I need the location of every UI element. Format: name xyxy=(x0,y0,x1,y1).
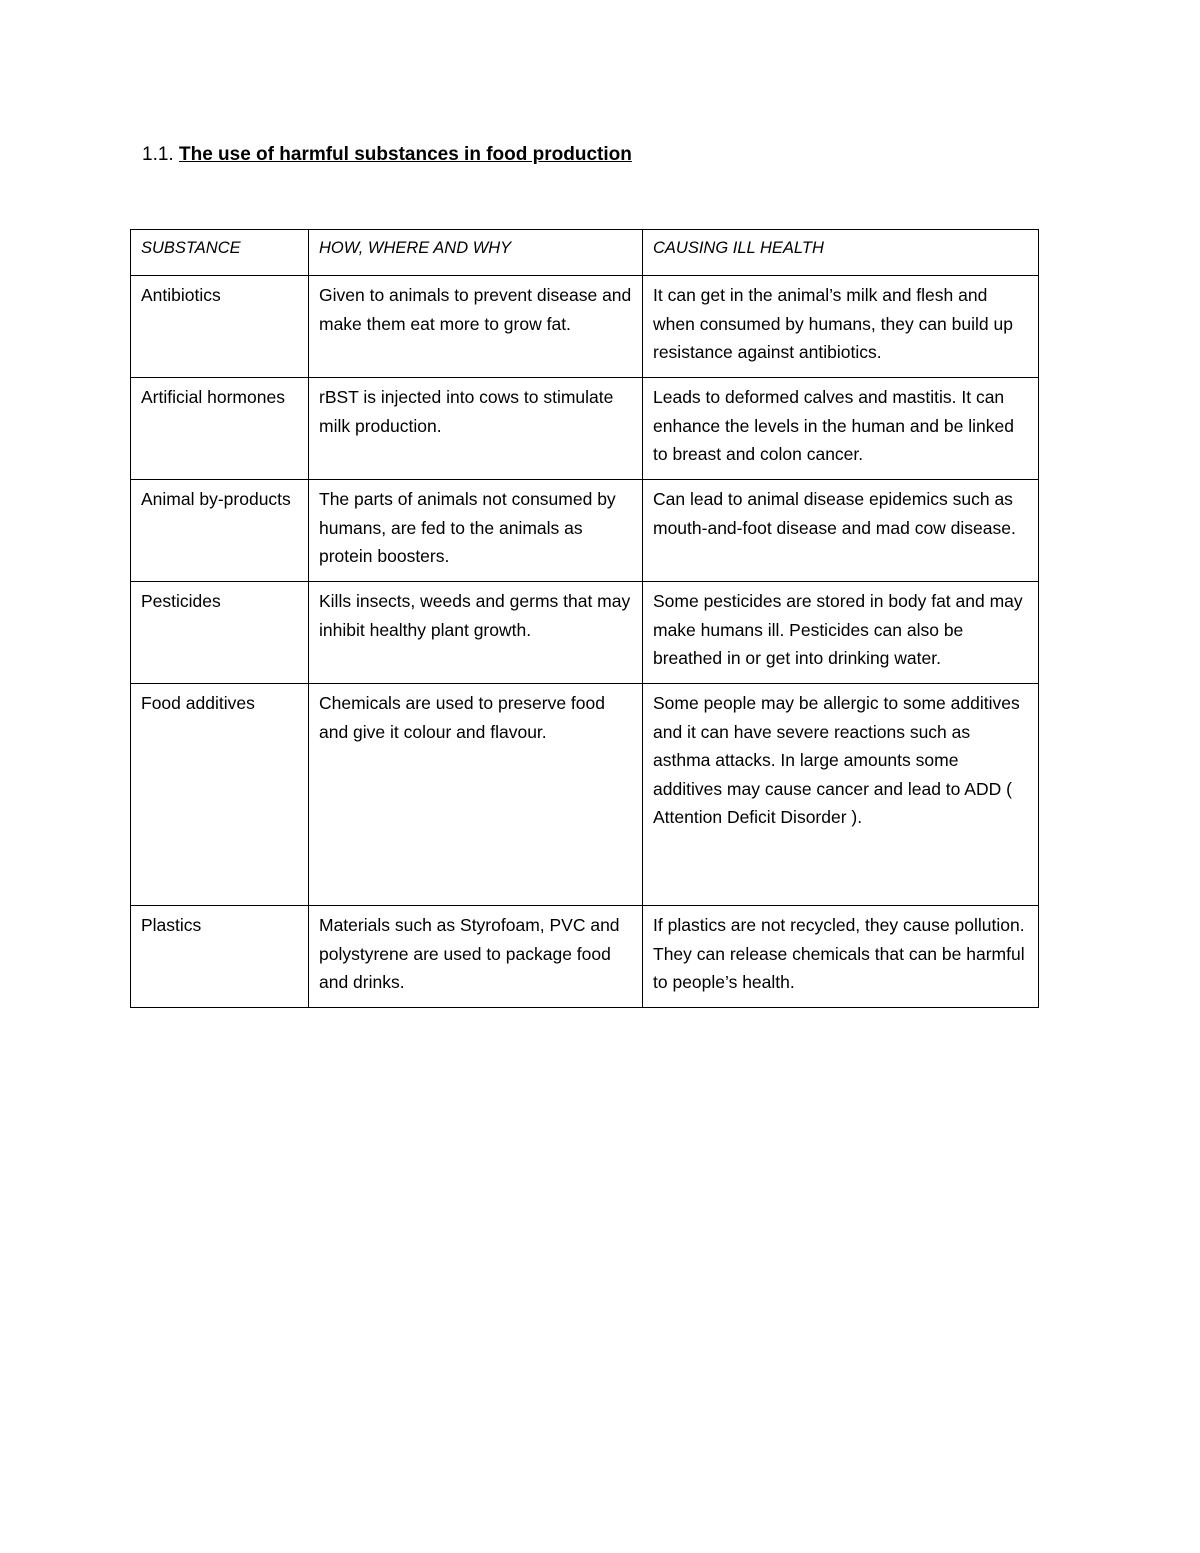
cell-how: Kills insects, weeds and germs that may inhibit healthy plant growth. xyxy=(309,582,643,684)
table-header-row xyxy=(131,230,1039,276)
table-row xyxy=(131,906,1039,1008)
cell-health: Some pesticides are stored in body fat and may make humans ill. Pesticides can also be breathed in or get into drinking water. xyxy=(643,582,1039,684)
cell-health: Leads to deformed calves and mastitis. It can enhance the levels in the human and be linked to breast and colon cancer. xyxy=(643,378,1039,480)
cell-substance: Artificial hormones xyxy=(131,378,309,480)
table-row xyxy=(131,684,1039,906)
cell-substance: Plastics xyxy=(131,906,309,1008)
cell-health: If plastics are not recycled, they cause pollution. They can release chemicals that can be harmful to people’s health. xyxy=(643,906,1039,1008)
cell-substance: Antibiotics xyxy=(131,276,309,378)
cell-substance: Animal by-products xyxy=(131,480,309,582)
page-heading xyxy=(142,142,632,168)
cell-how: rBST is injected into cows to stimulate milk production. xyxy=(309,378,643,480)
cell-substance: Food additives xyxy=(131,684,309,906)
cell-how: Chemicals are used to preserve food and give it colour and flavour. xyxy=(309,684,643,906)
cell-health: It can get in the animal’s milk and flesh and when consumed by humans, they can build up resistance against antibiotics. xyxy=(643,276,1039,378)
table-row xyxy=(131,582,1039,684)
cell-how: Given to animals to prevent disease and make them eat more to grow fat. xyxy=(309,276,643,378)
table-row xyxy=(131,276,1039,378)
cell-substance: Pesticides xyxy=(131,582,309,684)
heading-title: The use of harmful substances in food production xyxy=(178,144,632,165)
cell-how: The parts of animals not consumed by humans, are fed to the animals as protein boosters. xyxy=(309,480,643,582)
cell-health: Some people may be allergic to some additives and it can have severe reactions such as asthma attacks. In large amounts some additives may cause cancer and lead to ADD ( Attention Deficit Disorder ). xyxy=(643,684,1039,906)
cell-how: Materials such as Styrofoam, PVC and polystyrene are used to package food and drinks. xyxy=(309,906,643,1008)
header-causing-ill-health: CAUSING ILL HEALTH xyxy=(643,230,1039,276)
heading-number: 1.1. xyxy=(142,144,174,165)
substances-table xyxy=(130,229,1039,1008)
header-substance: SUBSTANCE xyxy=(131,230,309,276)
cell-health: Can lead to animal disease epidemics such as mouth-and-foot disease and mad cow disease. xyxy=(643,480,1039,582)
header-how-where-why: HOW, WHERE AND WHY xyxy=(309,230,643,276)
table-row xyxy=(131,480,1039,582)
table-row xyxy=(131,378,1039,480)
